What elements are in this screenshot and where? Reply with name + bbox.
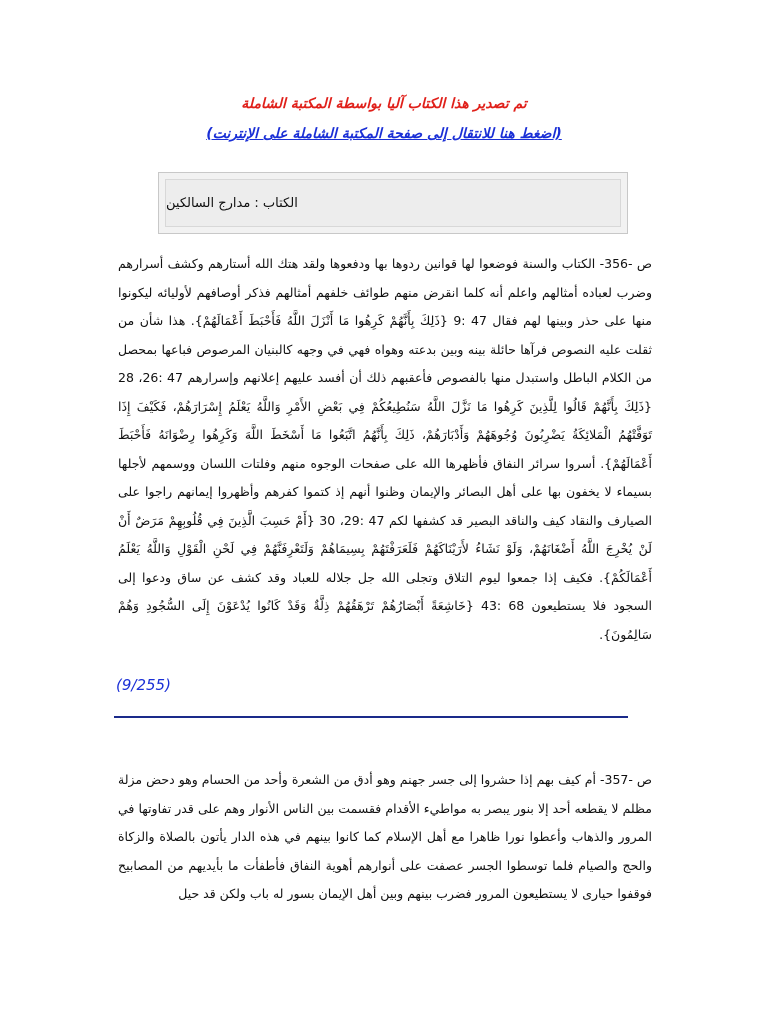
export-notice: تم تصدير هذا الكتاب آليا بواسطة المكتبة الشاملة [241,96,527,112]
book-info-box [158,172,628,234]
page-divider [114,716,628,718]
page-reference: (9/255) [116,676,171,694]
page-356-text: ص -356- الكتاب والسنة فوضعوا لها قوانين ردوها بها ودفعوها ولقد هتك الله أستارهم وكشف أسرارهم وضرب لعباده أمثالهم واعلم أنه كلما انقرض منهم طوائف خلفهم أمثالهم فذكر أوصافهم لأوليائه ليكونوا منها على حذر وبينها لهم فقال 47 :9 {ذَلِكَ بِأَنَّهُمْ كَرِهُوا مَا أَنْزَلَ اللَّهُ فَأَحْبَطَ أَعْمَالَهُمْ}. هذا شأن من ثقلت عليه النصوص فرآها حائلة بينه وبين بدعته وهواه فهي في وجهه كالبنيان المرصوص فباعها بمحصل من الكلام الباطل واستبدل منها بالفصوص فأعقبهم ذلك أن أفسد عليهم إعلانهم وإسرارهم 47 :26، 28 {ذَلِكَ بِأَنَّهُمْ قَالُوا لِلَّذِينَ كَرِهُوا مَا نَزَّلَ اللَّهُ سَنُطِيعُكُمْ فِي بَعْضِ الأَمْرِ وَاللَّهُ يَعْلَمُ إِسْرَارَهُمْ، فَكَيْفَ إِذَا تَوَفَّتْهُمُ الْمَلائِكَةُ يَضْرِبُونَ وُجُوهَهُمْ وَأَدْبَارَهُمْ، ذَلِكَ بِأَنَّهُمُ اتَّبَعُوا مَا أَسْخَطَ اللَّهَ وَكَرِهُوا رِضْوَانَهُ فَأَحْبَطَ أَعْمَالَهُمْ}. أسروا سرائر النفاق فأظهرها الله على صفحات الوجوه منهم وفلتات اللسان ووسمهم لأجلها بسيماء لا يخفون بها على أهل البصائر والإيمان وظنوا أنهم إذ كتموا كفرهم وأظهروا إيمانهم راجوا على الصيارف والنقاد كيف والناقد البصير قد كشفها لكم 47 :29، 30 {أَمْ حَسِبَ الَّذِينَ فِي قُلُوبِهِمْ مَرَضٌ أَنْ لَنْ يُخْرِجَ اللَّهُ أَضْغَانَهُمْ، وَلَوْ نَشَاءُ لأَرَيْنَاكَهُمْ فَلَعَرَفْتَهُمْ بِسِيمَاهُمْ وَلَتَعْرِفَنَّهُمْ فِي لَحْنِ الْقَوْلِ وَاللَّهُ يَعْلَمُ أَعْمَالَكُمْ}. فكيف إذا جمعوا ليوم التلاق وتجلى الله جل جلاله للعباد وقد كشف عن ساق ودعوا إلى السجود فلا يستطيعون 68 :43 {خَاشِعَةً أَبْصَارُهُمْ تَرْهَقُهُمْ ذِلَّةٌ وَقَدْ كَانُوا يُدْعَوْنَ إِلَى السُّجُودِ وَهُمْ سَالِمُونَ}. [118,256,653,642]
page-357-text: ص -357- أم كيف بهم إذا حشروا إلى جسر جهنم وهو أدق من الشعرة وأحد من الحسام وهو دحض مزلة مظلم لا يقطعه أحد إلا بنور يبصر به مواطيء الأقدام فقسمت بين الناس الأنوار وهم على قدر تفاوتها في المرور والذهاب وأعطوا نورا ظاهرا مع أهل الإسلام كما كانوا بينهم في هذه الدار يأتون بالصلاة والزكاة والحج والصيام فلما توسطوا الجسر عصفت على أنوارهم أهوية النفاق فأطفأت ما بأيديهم من المصابيح فوقفوا حيارى لا يستطيعون المرور فضرب بينهم وبين أهل الإيمان بسور له باب ولكن قد حيل [118,772,652,901]
book-title: الكتاب : مدارج السالكين [166,195,298,211]
online-library-link[interactable]: (اضغط هنا للانتقال إلى صفحة المكتبة الشاملة على الإنترنت) [206,126,562,142]
book-info-inner [165,179,621,227]
